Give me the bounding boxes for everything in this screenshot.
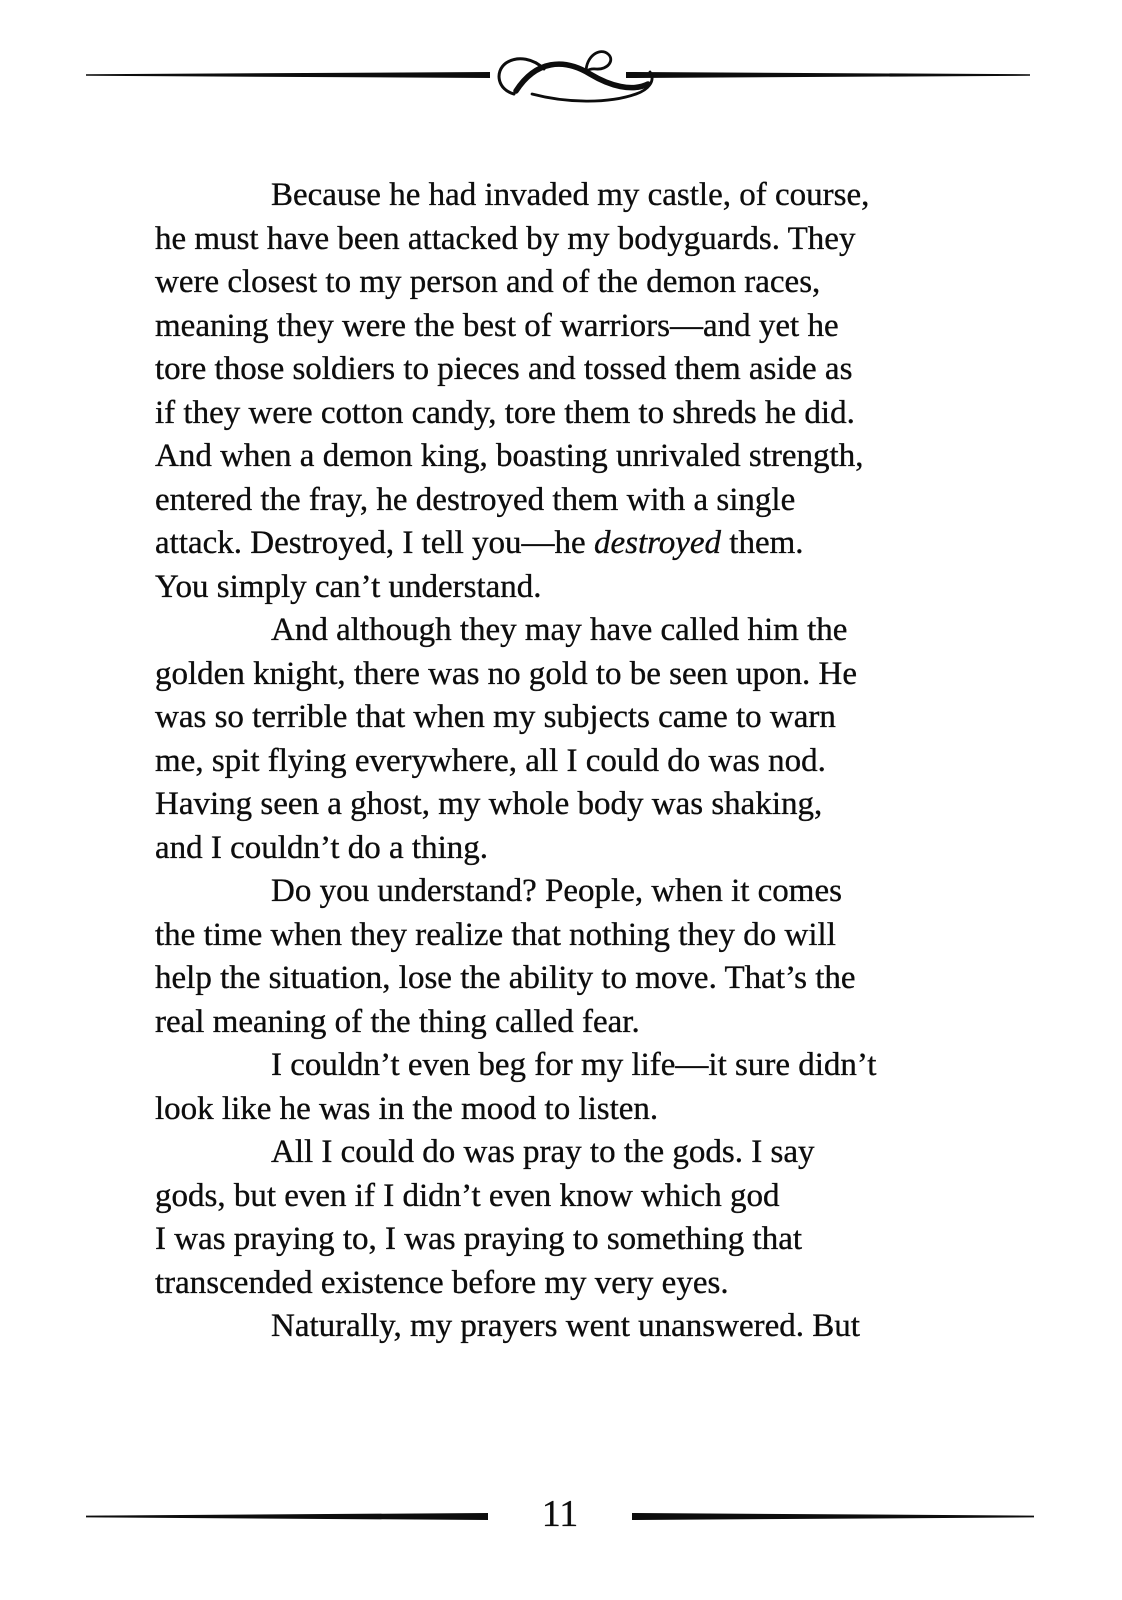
text-line: You simply can’t understand.: [155, 568, 542, 605]
text-line: Naturally, my prayers went unanswered. But: [271, 1308, 860, 1344]
text-line: me, spit flying everywhere, all I could do was nod.: [155, 742, 826, 779]
text-line: real meaning of the thing called fear.: [155, 1003, 640, 1040]
text-line: if they were cotton candy, tore them to shreds he did.: [155, 394, 855, 431]
text-line: transcended existence before my very eyes.: [155, 1264, 729, 1301]
text-line: the time when they realize that nothing they do will: [155, 916, 836, 953]
text-line: gods, but even if I didn’t even know which god: [155, 1177, 780, 1214]
text-line: And when a demon king, boasting unrivaled strength,: [155, 438, 864, 474]
divider-rule: [86, 72, 1030, 78]
text-line: And although they may have called him the: [271, 612, 848, 648]
text-line: and I couldn’t do a thing.: [155, 829, 488, 866]
text-line: Having seen a ghost, my whole body was shaking,: [155, 786, 823, 822]
text-line: All I could do was pray to the gods. I say: [271, 1134, 815, 1170]
text-line: look like he was in the mood to listen.: [155, 1090, 659, 1127]
text-line: I was praying to, I was praying to something that: [155, 1221, 803, 1257]
text-line: Do you understand? People, when it comes: [271, 873, 842, 909]
text-line: tore those soldiers to pieces and tossed them aside as: [155, 351, 853, 387]
text-line: golden knight, there was no gold to be seen upon. He: [155, 655, 858, 692]
section-divider: [86, 46, 1030, 108]
text-line: I couldn’t even beg for my life—it sure didn’t: [271, 1047, 877, 1083]
text-line: attack. Destroyed, I tell you—he destroyed them.: [155, 525, 804, 561]
text-line: was so terrible that when my subjects came to warn: [155, 699, 836, 735]
text-line: were closest to my person and of the demon races,: [155, 264, 821, 300]
text-line: meaning they were the best of warriors—and yet he: [155, 307, 839, 344]
text-line: Because he had invaded my castle, of course,: [271, 177, 870, 213]
page-number: 11: [541, 1493, 579, 1535]
text-line: he must have been attacked by my bodyguards. They: [155, 220, 856, 257]
text-line: entered the fray, he destroyed them with a single: [155, 481, 796, 518]
footer-rule-right: [632, 1510, 1034, 1524]
page-text: [155, 174, 985, 1349]
text-line: help the situation, lose the ability to move. That’s the: [155, 960, 856, 996]
